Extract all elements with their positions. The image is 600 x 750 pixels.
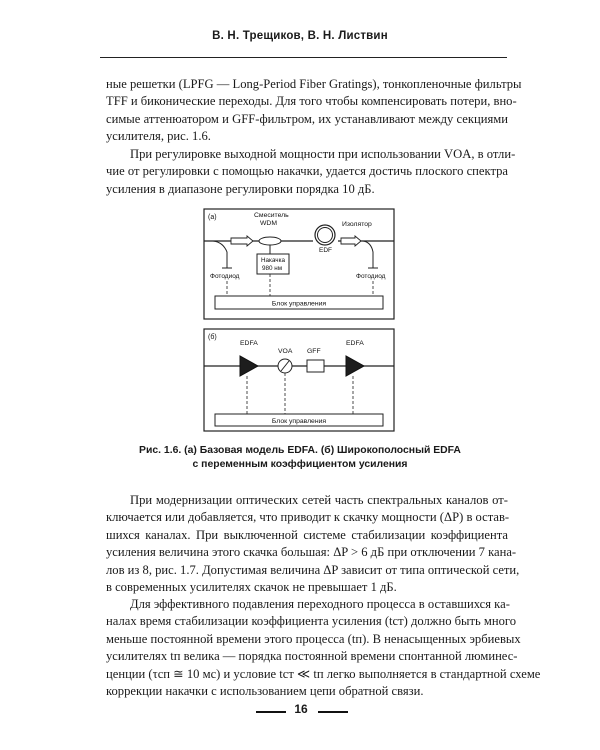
text-line: При регулировке выходной мощности при использовании VOA, в отли- [130, 147, 516, 161]
edfa-right-label: EDFA [346, 340, 364, 347]
text-line: налах время стабилизации коэффициента усиления (tст) должно быть много [106, 614, 517, 629]
text-line: меньше постоянной времени этого процесса (tп). В ненасыщенных эрбиевых [106, 631, 521, 646]
text-line: в современных усилителях скачок не превышает 1 дБ. [106, 580, 397, 595]
photodiode-left-label: Фотодиод [210, 273, 240, 280]
text-line: усиления величина этого скачка большая: ΔP > 6 дБ при отключении 7 кана- [106, 545, 517, 560]
text-line: ные решетки (LPFG — Long-Period Fiber Gratings), тонкопленочные фильтры [106, 77, 522, 91]
text-line: ключается или добавляется, что приводит к скачку мощности (ΔP) в остав- [106, 510, 510, 525]
photodiode-right-label: Фотодиод [356, 273, 386, 280]
voa-label: VOA [278, 348, 293, 355]
text-line: чие от регулировки с помощью накачки, удается достичь плоского спектра [106, 164, 508, 179]
edfa-left-label: EDFA [240, 340, 258, 347]
figure-a-edfa-basic [203, 208, 395, 320]
text-line: усилителях tп велика — порядка постоянной времени спонтанной люминес- [106, 649, 518, 664]
text-line: ценции (τсп ≅ 10 мс) и условие tст ≪ tп легко выполняется в стандартной схеме [106, 666, 541, 681]
mixer-label: Смеситель [254, 212, 289, 219]
isolator-label: Изолятор [342, 221, 372, 228]
page-number: 16 [294, 702, 308, 716]
text-line: TFF и биконические переходы. Для того чтобы компенсировать потери, вно- [106, 94, 517, 109]
running-header [100, 10, 500, 42]
text-line: При модернизации оптических сетей часть спектральных каналов от- [130, 493, 508, 507]
header-rule [100, 57, 507, 58]
control-unit-label: Блок управления [271, 418, 327, 425]
figure-caption [100, 444, 500, 472]
pump-label: Накачка [261, 257, 285, 264]
text-line: шихся каналах. При выключенной системе стабилизации коэффициента [106, 527, 508, 542]
figure-b-wideband-edfa [203, 328, 395, 432]
edf-label: EDF [319, 247, 332, 254]
footer-dash-right [318, 711, 348, 713]
gff-filter-box [307, 360, 324, 372]
figure-a-label: (а) [208, 214, 217, 221]
control-unit-label: Блок управления [271, 300, 327, 308]
paragraph-4 [106, 596, 541, 700]
page-footer [0, 702, 600, 722]
text-line: лов из 8, рис. 1.7. Допустимая величина ΔP зависит от типа оптической сети, [106, 562, 520, 577]
figure-b-label: (б) [208, 334, 217, 341]
gff-label: GFF [307, 348, 321, 355]
header-authors: В. Н. Трещиков, В. Н. Листвин [212, 30, 388, 42]
wdm-coupler-icon [259, 237, 281, 245]
pump-wavelength: 980 нм [262, 265, 283, 272]
wdm-label: WDM [260, 220, 277, 227]
caption-line-2: с переменным коэффициентом усиления [192, 459, 408, 470]
paragraph-2 [106, 146, 516, 198]
paragraph-3 [106, 492, 520, 596]
caption-line-1: Рис. 1.6. (а) Базовая модель EDFA. (б) Широкополосный EDFA [139, 445, 461, 456]
text-line: усилителя, рис. 1.6. [106, 129, 211, 144]
paragraph-1 [106, 76, 522, 146]
text-line: симые аттенюатором и GFF-фильтром, их устанавливают между секциями [106, 111, 508, 126]
footer-dash-left [256, 711, 286, 713]
text-line: коррекции накачки с использованием цепи обратной связи. [106, 684, 424, 699]
text-line: усиления в диапазоне регулировки порядка 10 дБ. [106, 181, 375, 196]
text-line: Для эффективного подавления переходного процесса в оставшихся ка- [130, 597, 510, 611]
